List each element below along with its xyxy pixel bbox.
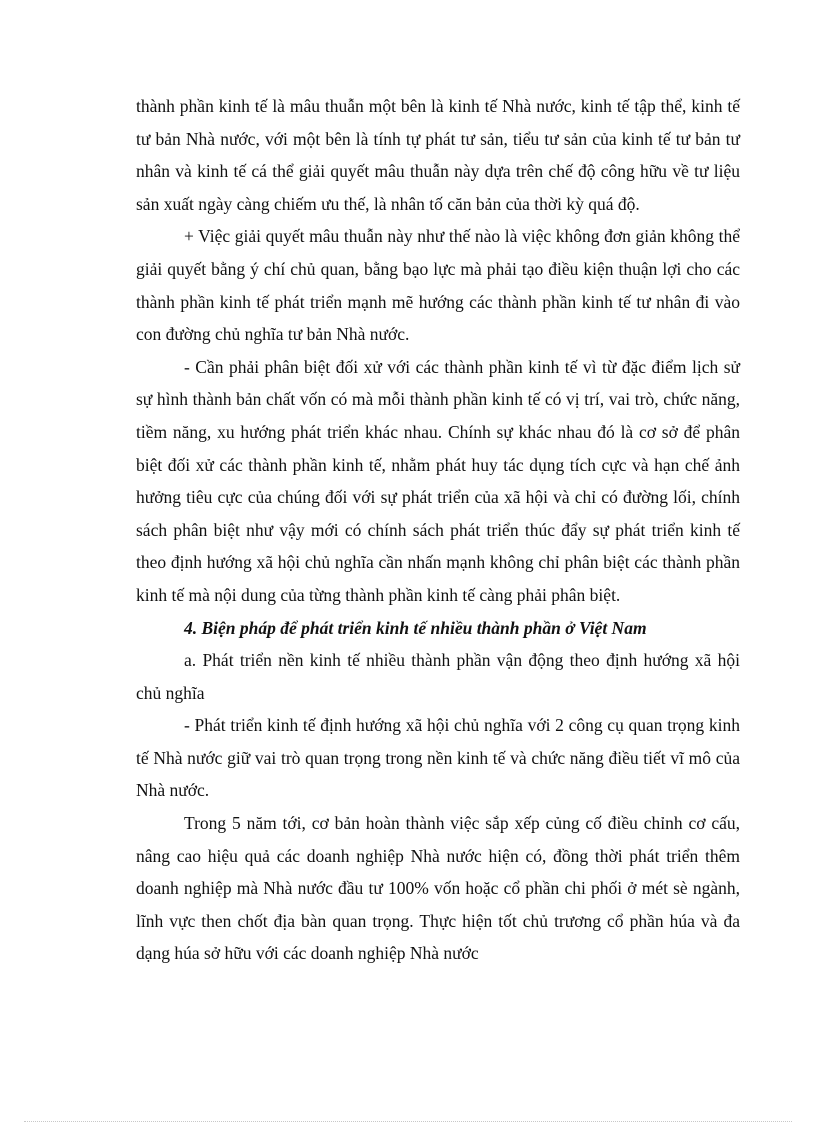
document-body (136, 90, 740, 970)
paragraph-subsection-a: a. Phát triển nền kinh tế nhiều thành phần vận động theo định hướng xã hội chủ nghĩa (136, 650, 740, 703)
page-bottom-border (24, 1121, 792, 1122)
section-heading: 4. Biện pháp để phát triển kinh tế nhiều thành phần ở Việt Nam (184, 617, 647, 638)
paragraph-continued: thành phần kinh tế là mâu thuẫn một bên là kinh tế Nhà nước, kinh tế tập thể, kinh tế tư bản Nhà nước, với một bên là tính tự phát tư sản, tiểu tư sản của kinh tế tư bản tư nhân và kinh tế cá thể giải quyết mâu thuẫn này dựa trên chế độ công hữu về tư liệu sản xuất ngày càng chiếm ưu thế, là nhân tố căn bản của thời kỳ quá độ. (136, 96, 740, 214)
paragraph-five-years: Trong 5 năm tới, cơ bản hoàn thành việc sắp xếp củng cố điều chỉnh cơ cấu, nâng cao hiệu quả các doanh nghiệp Nhà nước hiện có, đồng thời phát triển thêm doanh nghiệp mà Nhà nước đầu tư 100% vốn hoặc cổ phần chi phối ở mét sè ngành, lĩnh vực then chốt địa bàn quan trọng. Thực hiện tốt chủ trương cổ phần húa và đa dạng húa sở hữu với các doanh nghiệp Nhà nước (136, 813, 740, 964)
paragraph-dash: - Cần phải phân biệt đối xử với các thành phần kinh tế vì từ đặc điểm lịch sử sự hình thành bản chất vốn có mà mỗi thành phần kinh tế có vị trí, vai trò, chức năng, tiềm năng, xu hướng phát triển khác nhau. Chính sự khác nhau đó là cơ sở để phân biệt đối xử các thành phần kinh tế, nhằm phát huy tác dụng tích cực và hạn chế ảnh hưởng tiêu cực của chúng đối với sự phát triển của xã hội và chỉ có đường lối, chính sách phân biệt như vậy mới có chính sách phát triển thúc đẩy sự phát triển kinh tế theo định hướng xã hội chủ nghĩa cần nhấn mạnh không chỉ phân biệt các thành phần kinh tế mà nội dung của từng thành phần kinh tế càng phải phân biệt. (136, 356, 740, 605)
paragraph-tools: - Phát triển kinh tế định hướng xã hội chủ nghĩa với 2 công cụ quan trọng kinh tế Nhà nước giữ vai trò quan trọng trong nền kinh tế và chức năng điều tiết vĩ mô của Nhà nước. (136, 715, 740, 801)
paragraph-plus: + Việc giải quyết mâu thuẫn này như thế nào là việc không đơn giản không thể giải quyết bằng ý chí chủ quan, bằng bạo lực mà phải tạo điều kiện thuận lợi cho các thành phần kinh tế phát triển mạnh mẽ hướng các thành phần kinh tế tư nhân đi vào con đường chủ nghĩa tư bản Nhà nước. (136, 226, 740, 345)
